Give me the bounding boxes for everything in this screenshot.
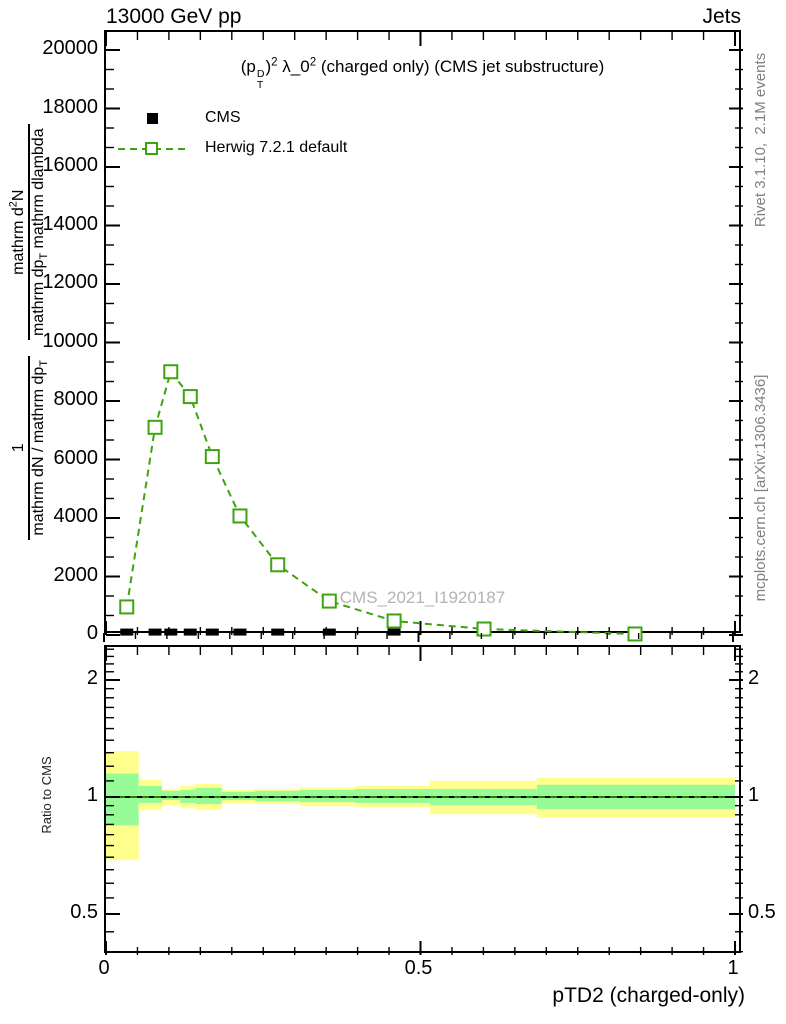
main-y-tick-label: 20000 [42,37,98,59]
beam-energy-title: 13000 GeV pp [106,5,242,28]
herwig-data-marker [233,509,246,522]
observable-title: (p D T )$^2$ $\lambda\_0^2$ (charged only) (CMS jet substructure) [240,56,605,92]
ratio-panel [104,645,741,953]
main-plot-canvas [106,32,743,635]
axis-stub-strip [104,633,741,645]
main-plot-panel [104,30,741,633]
ratio-y-tick-label-left: 1 [86,784,98,806]
x-tick-label: 1 [727,957,739,979]
analysis-group-title: Jets [702,5,741,28]
herwig-data-marker [388,614,401,627]
main-y-tick-label: 8000 [53,388,98,410]
ratio-y-tick-label-left: 2 [86,667,98,689]
y-axis-title-fraction-1: 1 mathrm dN / mathrm $dp_T$ [10,356,48,540]
main-y-tick-label: 12000 [42,271,98,293]
main-y-tick-label: 4000 [53,505,98,527]
ratio-y-tick-label-left: 0.5 [70,901,98,923]
herwig-data-marker [271,558,284,571]
ratio-y-tick-label-right: 2 [748,667,760,689]
ratio-y-axis-label: Ratio to CMS [39,756,54,834]
main-y-tick-label: 16000 [42,154,98,176]
x-axis-title: pTD2 (charged-only) [552,984,745,1007]
cms-square-marker-icon [147,113,158,124]
main-y-tick-label: 0 [86,622,98,644]
rivet-version-note: Rivet 3.1.10, 2.1M events [752,52,769,228]
main-y-tick-label: 18000 [42,95,98,118]
main-y-tick-label: 2000 [53,563,98,586]
herwig-data-marker [164,365,177,378]
ratio-y-tick-label-right: 1 [748,784,760,806]
herwig-open-square-marker-icon [145,142,158,155]
main-y-tick-label: 14000 [42,212,98,235]
herwig-data-marker [206,450,219,463]
ratio-y-tick-label-right: 0.5 [748,901,776,923]
herwig-data-marker [149,421,162,434]
x-tick-label: 0 [98,957,110,979]
herwig-data-marker [184,390,197,403]
legend-label-cms: CMS [205,109,241,126]
x-tick-label: 0.5 [404,957,433,979]
ratio-canvas [106,647,743,955]
main-y-tick-label: 6000 [53,446,98,469]
mcplots-arxiv-note: mcplots.cern.ch [arXiv:1306.3436] [752,374,769,602]
legend-label-herwig: Herwig 7.2.1 default [205,139,348,156]
main-y-tick-label: 10000 [42,329,98,352]
analysis-id-watermark: CMS_2021_I1920187 [339,588,506,607]
y-axis-title-fraction-2: mathrm $d^2N$ mathrm $dp_T$ mathrm dlambda [10,124,48,340]
